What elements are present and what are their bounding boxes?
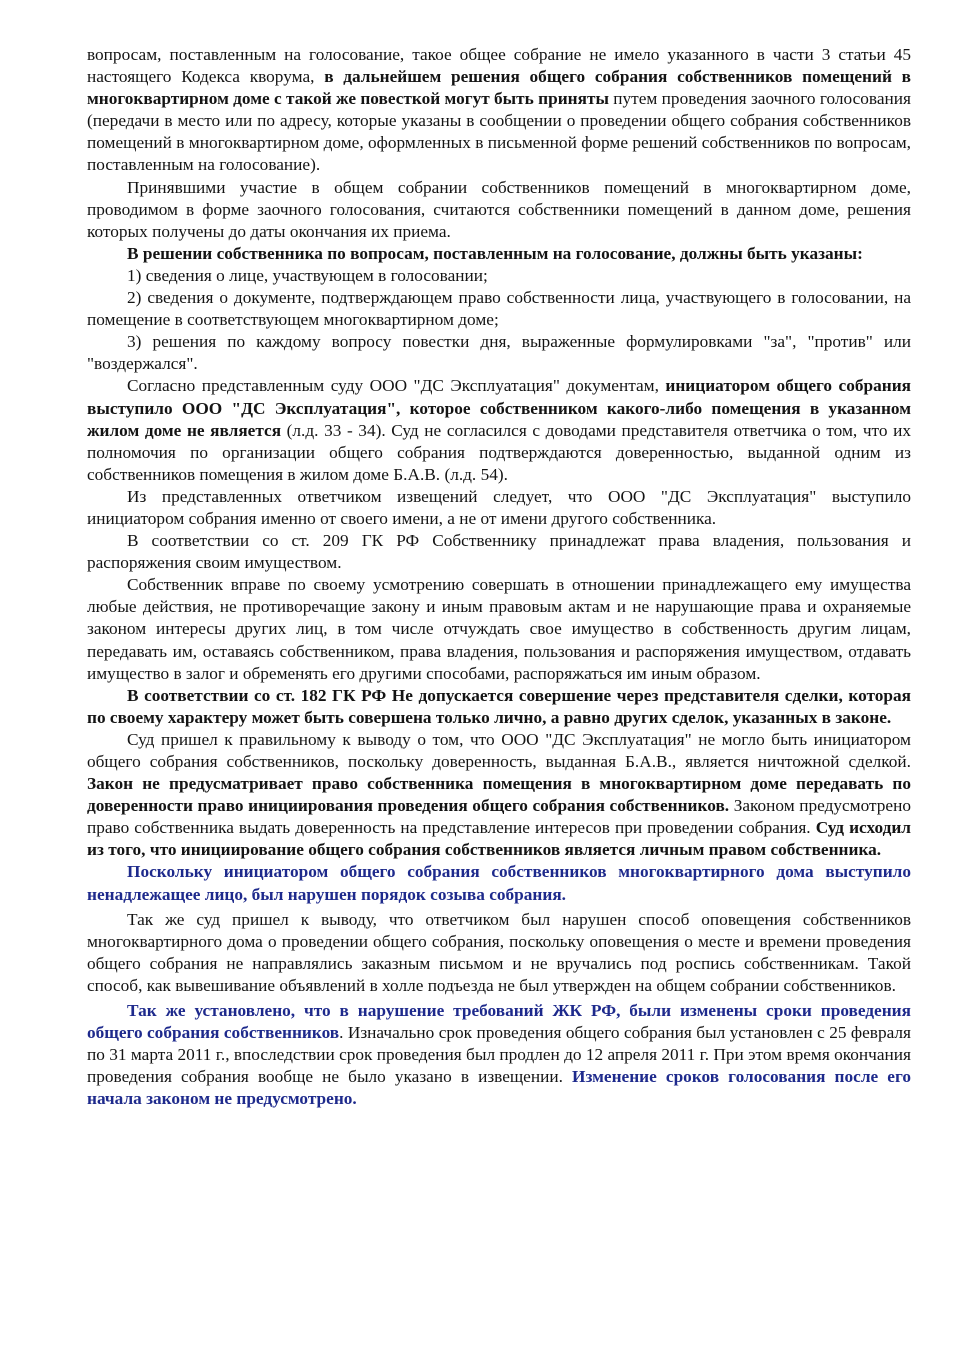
text-segment: Законом предусмотрено право собственника выдать доверенность на представление интересов при проведении собрания. (87, 796, 911, 838)
paragraph-2 (87, 177, 911, 243)
paragraph-11 (87, 685, 911, 729)
text-segment: (л.д. 33 - 34). Суд не согласился с доводами представителя ответчика о том, что их полномочия по организации общего собрания подтверждаются доверенностью, выданной одним из собственников помещения в жилом доме Б.А.В. (л.д. 54). (87, 420, 911, 484)
text-segment: вопросам, поставленным на голосование, такое общее собрание не имело указанного в части 3 статьи 45 настоящего Кодекса кворума, (87, 45, 911, 87)
paragraph-13 (87, 861, 911, 905)
bold-text-segment: Изменение сроков голосования после его начала законом не предусмотрено. (87, 1067, 911, 1109)
bold-text-segment: В соответствии со ст. 182 ГК РФ Не допускается совершение через представителя сделки, которая по своему характеру может быть совершена только лично, а равно других сделок, указанных в законе. (87, 685, 911, 727)
text-segment: Согласно представленным суду ООО "ДС Эксплуатация" документам, (127, 376, 666, 396)
text-segment: 2) сведения о документе, подтверждающем право собственности лица, участвующего в голосовании, на помещение в соответствующем многоквартирном доме; (87, 288, 911, 330)
paragraph-1 (87, 44, 911, 177)
text-segment: путем проведения заочного голосования (передачи в место или по адресу, которые указаны в сообщении о проведении общего собрания собственников помещений в многоквартирном доме, оформленных в письменной форме решений собственников по вопросам, поставленным на голосование). (87, 89, 911, 175)
text-segment: . Изначально срок проведения общего собрания был установлен с 25 февраля по 31 марта 2011 г., впоследствии срок проведения был продлен до 12 апреля 2011 г. При этом время окончания проведения собрания вообще не было указано в извещении. (87, 1023, 911, 1087)
bold-text-segment: Суд исходил из того, что инициирование общего собрания собственников является личным правом собственника. (87, 818, 911, 860)
paragraph-3 (87, 243, 911, 265)
bold-text-segment: Так же установлено, что в нарушение требований ЖК РФ, были изменены сроки проведения общего собрания собственников (87, 1001, 911, 1043)
text-segment: 3) решения по каждому вопросу повестки дня, выраженные формулировками "за", "против" или "воздержался". (87, 332, 911, 374)
paragraph-5 (87, 287, 911, 331)
paragraph-9 (87, 530, 911, 574)
text-segment: В соответствии со ст. 209 ГК РФ Собственнику принадлежат права владения, пользования и распоряжения своим имуществом. (87, 531, 911, 573)
paragraph-12 (87, 729, 911, 862)
paragraph-7 (87, 375, 911, 485)
text-segment: Из представленных ответчиком извещений следует, что ООО "ДС Эксплуатация" выступило инициатором собрания именно от своего имени, а не от имени другого собственника. (87, 486, 911, 528)
text-segment: 1) сведения о лице, участвующем в голосовании; (127, 265, 488, 285)
bold-text-segment: Закон не предусматривает право собственника помещения в многоквартирном доме передавать по доверенности право инициирования проведения общего собрания собственников. (87, 774, 911, 816)
paragraph-10 (87, 574, 911, 684)
paragraph-6 (87, 331, 911, 375)
text-segment: Принявшими участие в общем собрании собственников помещений в многоквартирном доме, проводимом в форме заочного голосования, считаются собственники помещений в данном доме, решения которых получены до даты окончания их приема. (87, 177, 911, 241)
bold-text-segment: Поскольку инициатором общего собрания собственников многоквартирного дома выступило ненадлежащее лицо, был нарушен порядок созыва собрания. (87, 862, 911, 904)
bold-text-segment: В решении собственника по вопросам, поставленным на голосование, должны быть указаны: (127, 243, 863, 263)
text-segment: Так же суд пришел к выводу, что ответчиком был нарушен способ оповещения собственников многоквартирного дома о проведении общего собрания, поскольку оповещения о месте и времени проведения общего собрания не направлялись заказным письмом и не вручались под роспись собственникам. Такой способ, как вывешивание объявлений в холле подъезда не был утвержден на общем собрании собственников. (87, 909, 911, 995)
text-segment: Суд пришел к правильному к выводу о том, что ООО "ДС Эксплуатация" не могло быть инициатором общего собрания собственников, поскольку доверенность, выданная Б.А.В., является ничтожной сделкой. (87, 729, 911, 771)
paragraph-4 (87, 265, 911, 287)
document-body (87, 44, 911, 1111)
text-segment: Собственник вправе по своему усмотрению совершать в отношении принадлежащего ему имущества любые действия, не противоречащие закону и иным правовым актам и не нарушающие права и охраняемые законом интересы других лиц, в том числе отчуждать свое имущество в собственность другим лицам, передавать им, оставаясь собственником, права владения, пользования и распоряжения имуществом, отдавать имущество в залог и обременять его другими способами, распоряжаться им иным образом. (87, 575, 911, 683)
paragraph-14 (87, 909, 911, 997)
paragraph-15 (87, 1000, 911, 1110)
bold-text-segment: инициатором общего собрания выступило ООО "ДС Эксплуатация", которое собственником какого-либо помещения в указанном жилом доме не является (87, 376, 911, 440)
bold-text-segment: в дальнейшем решения общего собрания собственников помещений в многоквартирном доме с такой же повесткой могут быть приняты (87, 67, 911, 109)
paragraph-8 (87, 486, 911, 530)
